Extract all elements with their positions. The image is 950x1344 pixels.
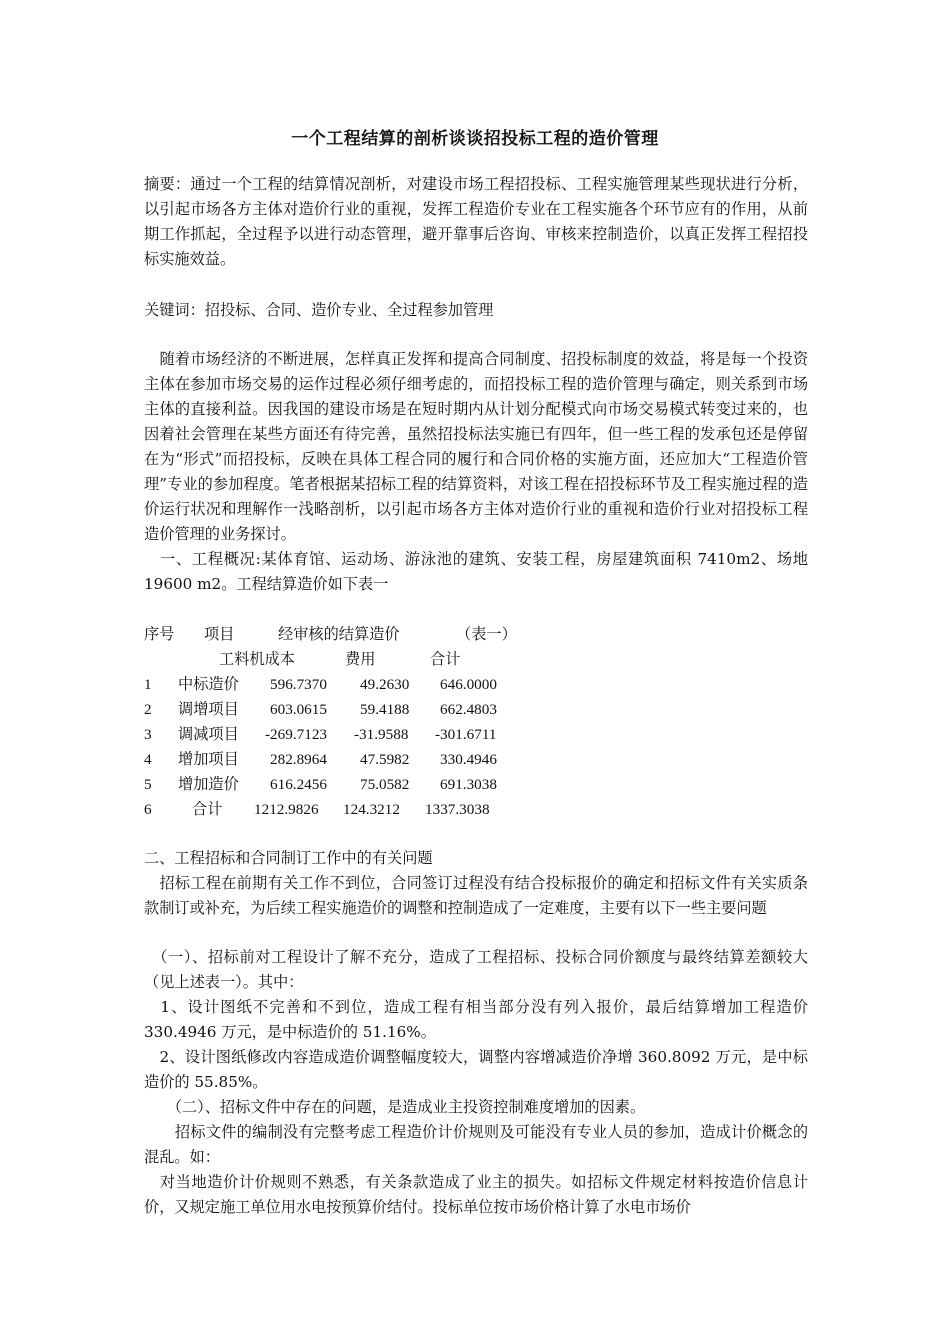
- intro-paragraph: 随着市场经济的不断进展，怎样真正发挥和提高合同制度、招投标制度的效益，将是每一个投资主体在参加市场交易的运作过程必须仔细考虑的，而招投标工程的造价管理与确定，则关系到市场主体的直接利益。因我国的建设市场是在短时期内从计划分配模式向市场交易模式转变过来的，也因着社会管理在某些方面还有待完善，虽然招投标法实施已有四年，但一些工程的发承包还是停留在为“形式”而招投标，反映在具体工程合同的履行和合同价格的实施方面，还应加大“工程造价管理”专业的参加程度。笔者根据某招标工程的结算资料，对该工程在招投标环节及工程实施过程的造价运行状况和理解作一浅略剖析，以引起市场各方主体对造价行业的重视和造价行业对招投标工程造价管理的业务探讨。: [144, 350, 808, 543]
- row-fees: 75.0582: [360, 776, 410, 793]
- table-header-fees: 费用: [345, 650, 376, 668]
- section2-subheading-2: （二）、招标文件中存在的问题，是造成业主投资控制难度增加的因素。: [144, 1098, 646, 1116]
- row-cost: 603.0615: [270, 701, 327, 718]
- row-item: 增加造价: [178, 775, 239, 793]
- row-fees: 124.3212: [343, 801, 400, 818]
- section2-item-1: 1、设计图纸不完善和不到位，造成工程有相当部分没有列入报价，最后结算增加工程造价 330.4946 万元，是中标造价的 51.16%。: [144, 998, 808, 1041]
- row-cost: 282.8964: [270, 751, 327, 768]
- row-index: 6: [144, 801, 152, 818]
- table-row: [144, 697, 564, 722]
- table-header-item: 项目: [204, 625, 235, 643]
- table-header-row-1: [144, 622, 564, 647]
- row-cost: 596.7370: [270, 676, 327, 693]
- table-header-index: 序号: [144, 625, 175, 643]
- table-row: [144, 797, 564, 822]
- row-item: 调增项目: [178, 700, 239, 718]
- row-fees: -31.9588: [354, 726, 409, 743]
- row-cost: 1212.9826: [254, 801, 319, 818]
- row-cost: 616.2456: [270, 776, 327, 793]
- row-index: 2: [144, 701, 152, 718]
- row-total: 330.4946: [440, 751, 497, 768]
- row-total: 691.3038: [440, 776, 497, 793]
- table-header-total: 合计: [430, 650, 461, 668]
- row-cost: -269.7123: [265, 726, 328, 743]
- section2-paragraph-2: 招标文件的编制没有完整考虑工程造价计价规则及可能没有专业人员的参加，造成计价概念的混乱。如：: [144, 1123, 808, 1166]
- document-title: 一个工程结算的剖析谈谈招投标工程的造价管理: [291, 129, 659, 149]
- row-total: 662.4803: [440, 701, 497, 718]
- row-total: -301.6711: [435, 726, 497, 743]
- row-index: 3: [144, 726, 152, 743]
- row-total: 1337.3038: [425, 801, 490, 818]
- table-row: [144, 747, 564, 772]
- row-index: 1: [144, 676, 152, 693]
- table-header-row-2: [144, 647, 564, 672]
- row-item: 增加项目: [178, 750, 239, 768]
- abstract-paragraph: 摘要：通过一个工程的结算情况剖析，对建设市场工程招投标、工程实施管理某些现状进行分析，以引起市场各方主体对造价行业的重视，发挥工程造价专业在工程实施各个环节应有的作用，从前期工作抓起，全过程予以进行动态管理，避开靠事后咨询、审核来控制造价，以真正发挥工程招投标实施效益。: [144, 175, 808, 268]
- table-header-labor-material-machine: 工料机成本: [219, 650, 295, 668]
- table-row: [144, 772, 564, 797]
- row-fees: 49.2630: [360, 676, 410, 693]
- section2-heading: 二、工程招标和合同制订工作中的有关问题: [144, 849, 433, 867]
- table-row: [144, 722, 564, 747]
- keywords-line: 关键词：招投标、合同、造价专业、全过程参加管理: [144, 301, 494, 319]
- row-total: 646.0000: [440, 676, 497, 693]
- row-item: 调减项目: [178, 725, 239, 743]
- table-row: [144, 672, 564, 697]
- section2-item-2: 2、设计图纸修改内容造成造价调整幅度较大，调整内容增减造价净增 360.8092 万元，是中标造价的 55.85%。: [144, 1048, 808, 1091]
- row-item: 中标造价: [178, 675, 239, 693]
- row-index: 5: [144, 776, 152, 793]
- row-item: 合计: [192, 800, 223, 818]
- table-header-audited-cost: 经审核的结算造价: [278, 625, 400, 643]
- section1-overview: 一、工程概况:某体育馆、运动场、游泳池的建筑、安装工程，房屋建筑面积 7410m2、场地 19600 m2。工程结算造价如下表一: [144, 550, 808, 593]
- section2-paragraph-3: 对当地造价计价规则不熟悉，有关条款造成了业主的损失。如招标文件规定材料按造价信息计价，又规定施工单位用水电按预算价结付。投标单位按市场价格计算了水电市场价: [144, 1173, 808, 1216]
- row-index: 4: [144, 751, 152, 768]
- row-fees: 47.5982: [360, 751, 410, 768]
- section2-subheading-1: （一）、招标前对工程设计了解不充分，造成了工程招标、投标合同价额度与最终结算差额较大（见上述表一）。其中：: [144, 948, 808, 991]
- table-caption: （表一）: [456, 625, 517, 643]
- row-fees: 59.4188: [360, 701, 410, 718]
- section2-paragraph-1: 招标工程在前期有关工作不到位，合同签订过程没有结合投标报价的确定和招标文件有关实质条款制订或补充，为后续工程实施造价的调整和控制造成了一定难度，主要有以下一些主要问题: [144, 874, 808, 917]
